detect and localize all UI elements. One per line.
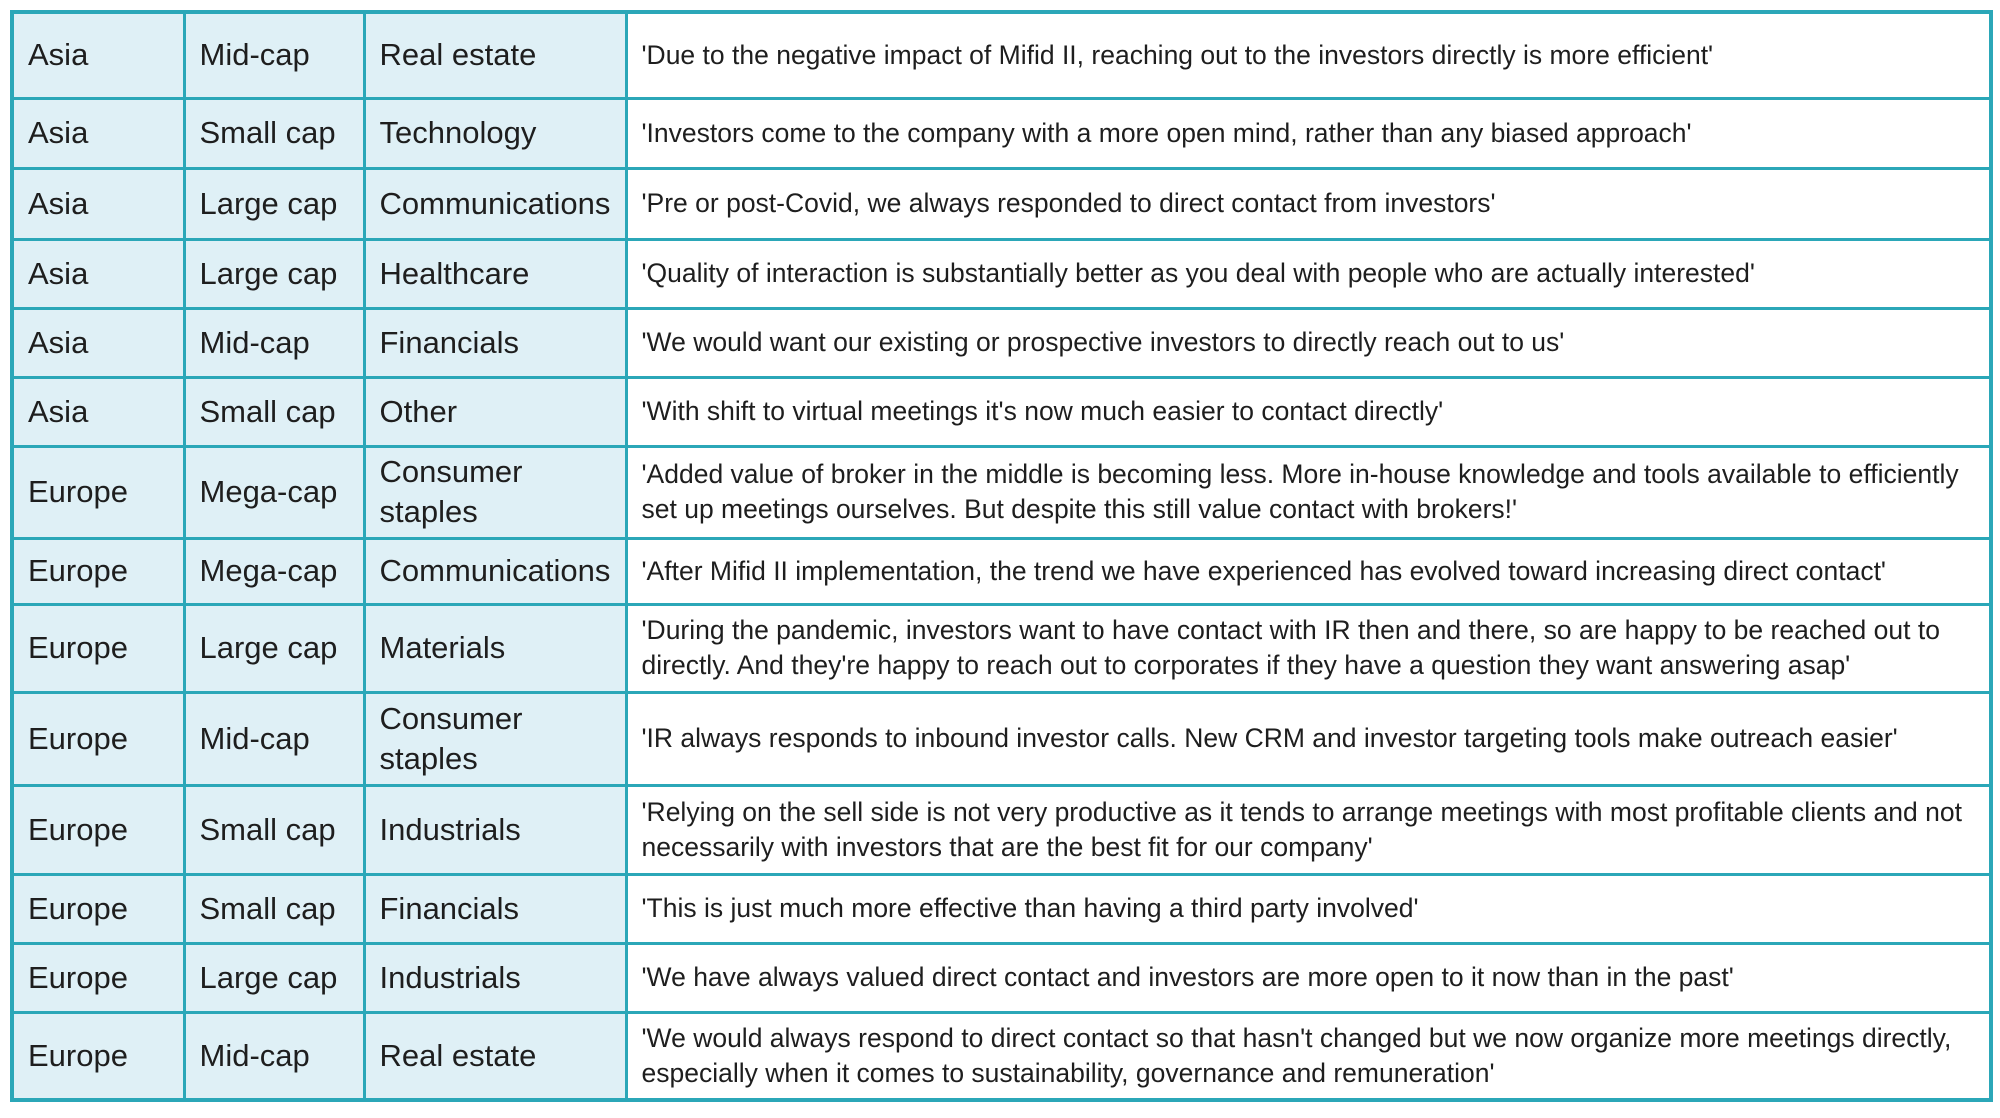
region-cell: Asia [12, 377, 184, 446]
region-cell: Europe [12, 538, 184, 604]
sector-cell: Communications [364, 538, 626, 604]
table-row [12, 538, 1991, 604]
quote-cell: 'With shift to virtual meetings it's now much easier to contact directly' [626, 377, 1991, 446]
table-row [12, 239, 1991, 308]
table-row [12, 692, 1991, 785]
sector-cell: Healthcare [364, 239, 626, 308]
market-cap-cell: Mid-cap [184, 692, 364, 785]
region-cell: Asia [12, 239, 184, 308]
table-row [12, 446, 1991, 538]
table-row [12, 785, 1991, 874]
region-cell: Asia [12, 98, 184, 168]
market-cap-cell: Small cap [184, 98, 364, 168]
sector-cell: Consumer staples [364, 692, 626, 785]
market-cap-cell: Small cap [184, 785, 364, 874]
table-row [12, 874, 1991, 943]
quotes-table [10, 10, 1993, 1102]
market-cap-cell: Large cap [184, 604, 364, 692]
sector-cell: Consumer staples [364, 446, 626, 538]
market-cap-cell: Large cap [184, 239, 364, 308]
region-cell: Europe [12, 785, 184, 874]
sector-cell: Technology [364, 98, 626, 168]
market-cap-cell: Large cap [184, 168, 364, 239]
quote-cell: 'Due to the negative impact of Mifid II, reaching out to the investors directly is more efficient' [626, 12, 1991, 98]
table-row [12, 1012, 1991, 1100]
table-row [12, 943, 1991, 1012]
region-cell: Asia [12, 308, 184, 377]
region-cell: Asia [12, 168, 184, 239]
sector-cell: Other [364, 377, 626, 446]
sector-cell: Real estate [364, 1012, 626, 1100]
market-cap-cell: Small cap [184, 874, 364, 943]
region-cell: Europe [12, 604, 184, 692]
quote-cell: 'We would want our existing or prospective investors to directly reach out to us' [626, 308, 1991, 377]
quote-cell: 'We have always valued direct contact and investors are more open to it now than in the past' [626, 943, 1991, 1012]
region-cell: Europe [12, 943, 184, 1012]
quote-cell: 'After Mifid II implementation, the trend we have experienced has evolved toward increasing direct contact' [626, 538, 1991, 604]
table-row [12, 168, 1991, 239]
table-row [12, 12, 1991, 98]
region-cell: Europe [12, 1012, 184, 1100]
table-row [12, 377, 1991, 446]
sector-cell: Industrials [364, 785, 626, 874]
quote-cell: 'This is just much more effective than having a third party involved' [626, 874, 1991, 943]
region-cell: Asia [12, 12, 184, 98]
quote-cell: 'We would always respond to direct contact so that hasn't changed but we now organize more meetings directly, especially when it comes to sustainability, governance and remuneration' [626, 1012, 1991, 1100]
market-cap-cell: Large cap [184, 943, 364, 1012]
sector-cell: Financials [364, 308, 626, 377]
quote-cell: 'IR always responds to inbound investor calls. New CRM and investor targeting tools make outreach easier' [626, 692, 1991, 785]
sector-cell: Communications [364, 168, 626, 239]
quote-cell: 'During the pandemic, investors want to have contact with IR then and there, so are happy to be reached out to directly. And they're happy to reach out to corporates if they have a question they want answering asap' [626, 604, 1991, 692]
quote-cell: 'Relying on the sell side is not very productive as it tends to arrange meetings with most profitable clients and not necessarily with investors that are the best fit for our company' [626, 785, 1991, 874]
quote-cell: 'Investors come to the company with a more open mind, rather than any biased approach' [626, 98, 1991, 168]
table-row [12, 604, 1991, 692]
quote-cell: 'Quality of interaction is substantially better as you deal with people who are actually interested' [626, 239, 1991, 308]
quotes-table-body [12, 12, 1991, 1100]
quote-cell: 'Added value of broker in the middle is becoming less. More in-house knowledge and tools available to efficiently set up meetings ourselves. But despite this still value contact with brokers!' [626, 446, 1991, 538]
sector-cell: Materials [364, 604, 626, 692]
quote-cell: 'Pre or post-Covid, we always responded to direct contact from investors' [626, 168, 1991, 239]
market-cap-cell: Mega-cap [184, 538, 364, 604]
market-cap-cell: Mid-cap [184, 308, 364, 377]
market-cap-cell: Small cap [184, 377, 364, 446]
market-cap-cell: Mid-cap [184, 1012, 364, 1100]
table-row [12, 308, 1991, 377]
region-cell: Europe [12, 446, 184, 538]
region-cell: Europe [12, 692, 184, 785]
table-row [12, 98, 1991, 168]
market-cap-cell: Mid-cap [184, 12, 364, 98]
market-cap-cell: Mega-cap [184, 446, 364, 538]
region-cell: Europe [12, 874, 184, 943]
sector-cell: Industrials [364, 943, 626, 1012]
sector-cell: Real estate [364, 12, 626, 98]
sector-cell: Financials [364, 874, 626, 943]
